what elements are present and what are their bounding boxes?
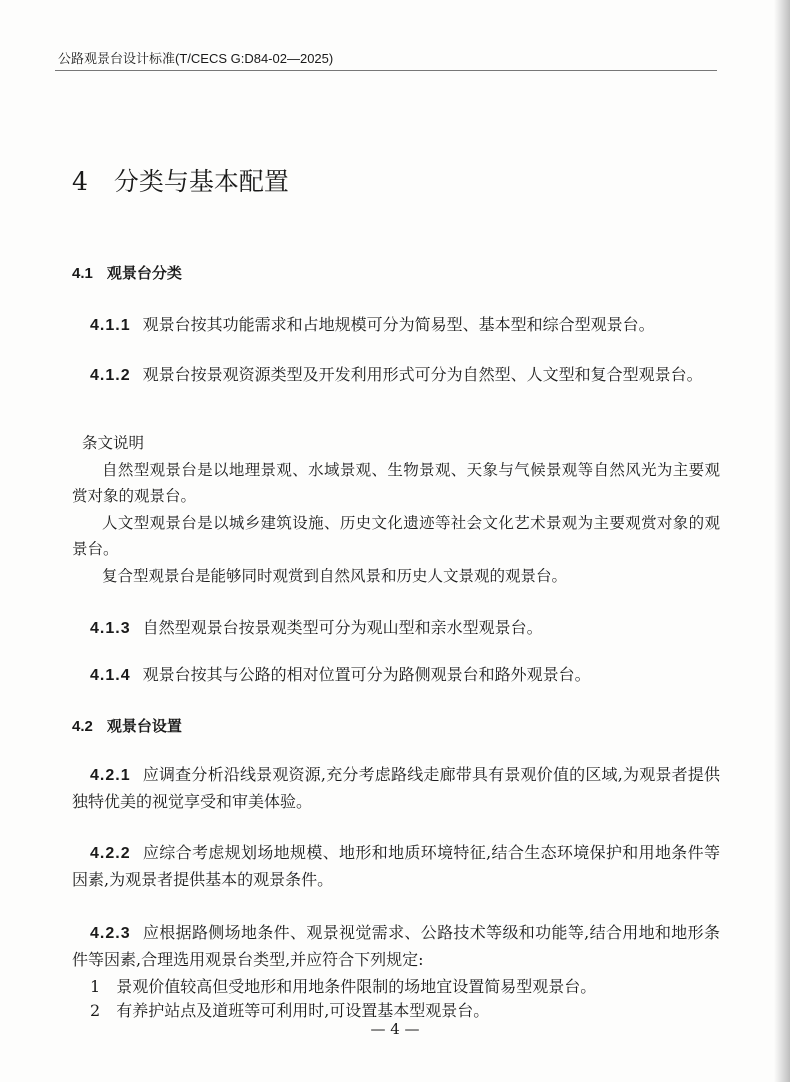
section-title: 观景台分类 bbox=[106, 265, 182, 282]
chapter-title bbox=[72, 162, 289, 198]
clause-text: 自然型观景台按景观类型可分为观山型和亲水型观景台。 bbox=[142, 618, 543, 637]
section-number: 4.1 bbox=[72, 265, 93, 282]
header-rule bbox=[55, 70, 717, 71]
clause-number: 4.1.1 bbox=[90, 317, 131, 334]
clause-4-1-4 bbox=[72, 662, 720, 689]
clause-text: 观景台按景观资源类型及开发利用形式可分为自然型、人文型和复合型观景台。 bbox=[142, 365, 703, 384]
section-number: 4.2 bbox=[72, 718, 93, 735]
page-number: — 4 — bbox=[370, 1020, 420, 1038]
clause-number: 4.2.1 bbox=[90, 767, 131, 784]
section-title: 观景台设置 bbox=[106, 718, 182, 735]
clause-text: 应根据路侧场地条件、观景视觉需求、公路技术等级和功能等,结合用地和地形条件等因素,合理选用观景台类型,并应符合下列规定: bbox=[72, 923, 720, 969]
clause-4-1-2 bbox=[72, 362, 720, 389]
list-item bbox=[90, 974, 596, 997]
item-text: 有养护站点及道班等可利用时,可设置基本型观景台。 bbox=[116, 1001, 490, 1020]
running-header: 公路观景台设计标准(T/CECS G:D84-02—2025) bbox=[58, 51, 334, 66]
clause-number: 4.1.2 bbox=[90, 367, 131, 384]
clause-4-2-2 bbox=[72, 840, 720, 893]
clause-4-2-1 bbox=[72, 762, 720, 815]
explanation-title: 条文说明 bbox=[82, 434, 145, 452]
clause-explanation bbox=[72, 430, 720, 589]
clause-4-1-3 bbox=[72, 615, 720, 642]
clause-text: 应调查分析沿线景观资源,充分考虑路线走廊带具有景观价值的区域,为观景者提供独特优美的视觉享受和审美体验。 bbox=[72, 765, 720, 811]
clause-text: 观景台按其功能需求和占地规模可分为简易型、基本型和综合型观景台。 bbox=[142, 315, 655, 334]
explanation-paragraph: 自然型观景台是以地理景观、水域景观、生物景观、天象与气候景观等自然风光为主要观赏对象的观景台。 bbox=[72, 460, 720, 505]
clause-text: 观景台按其与公路的相对位置可分为路侧观景台和路外观景台。 bbox=[142, 665, 591, 684]
list-item bbox=[90, 998, 489, 1021]
clause-text: 应综合考虑规划场地规模、地形和地质环境特征,结合生态环境保护和用地条件等因素,为观景者提供基本的观景条件。 bbox=[72, 843, 720, 889]
clause-number: 4.1.4 bbox=[90, 667, 131, 684]
item-number: 1 bbox=[90, 977, 101, 996]
clause-number: 4.2.3 bbox=[90, 925, 131, 942]
chapter-number: 4 bbox=[72, 167, 88, 196]
item-text: 景观价值较高但受地形和用地条件限制的场地宜设置简易型观景台。 bbox=[116, 977, 597, 996]
item-number: 2 bbox=[90, 1001, 101, 1020]
section-4-1 bbox=[72, 262, 182, 283]
explanation-paragraph: 复合型观景台是能够同时观赏到自然风景和历史人文景观的观景台。 bbox=[102, 566, 568, 585]
clause-4-1-1 bbox=[72, 312, 720, 339]
scan-edge-shadow bbox=[774, 0, 790, 1082]
clause-4-2-3 bbox=[72, 920, 720, 973]
chapter-title-text: 分类与基本配置 bbox=[113, 167, 289, 196]
section-4-2 bbox=[72, 715, 182, 736]
clause-number: 4.2.2 bbox=[90, 845, 131, 862]
clause-number: 4.1.3 bbox=[90, 620, 131, 637]
explanation-paragraph: 人文型观景台是以城乡建筑设施、历史文化遗迹等社会文化艺术景观为主要观赏对象的观景台。 bbox=[72, 513, 720, 558]
